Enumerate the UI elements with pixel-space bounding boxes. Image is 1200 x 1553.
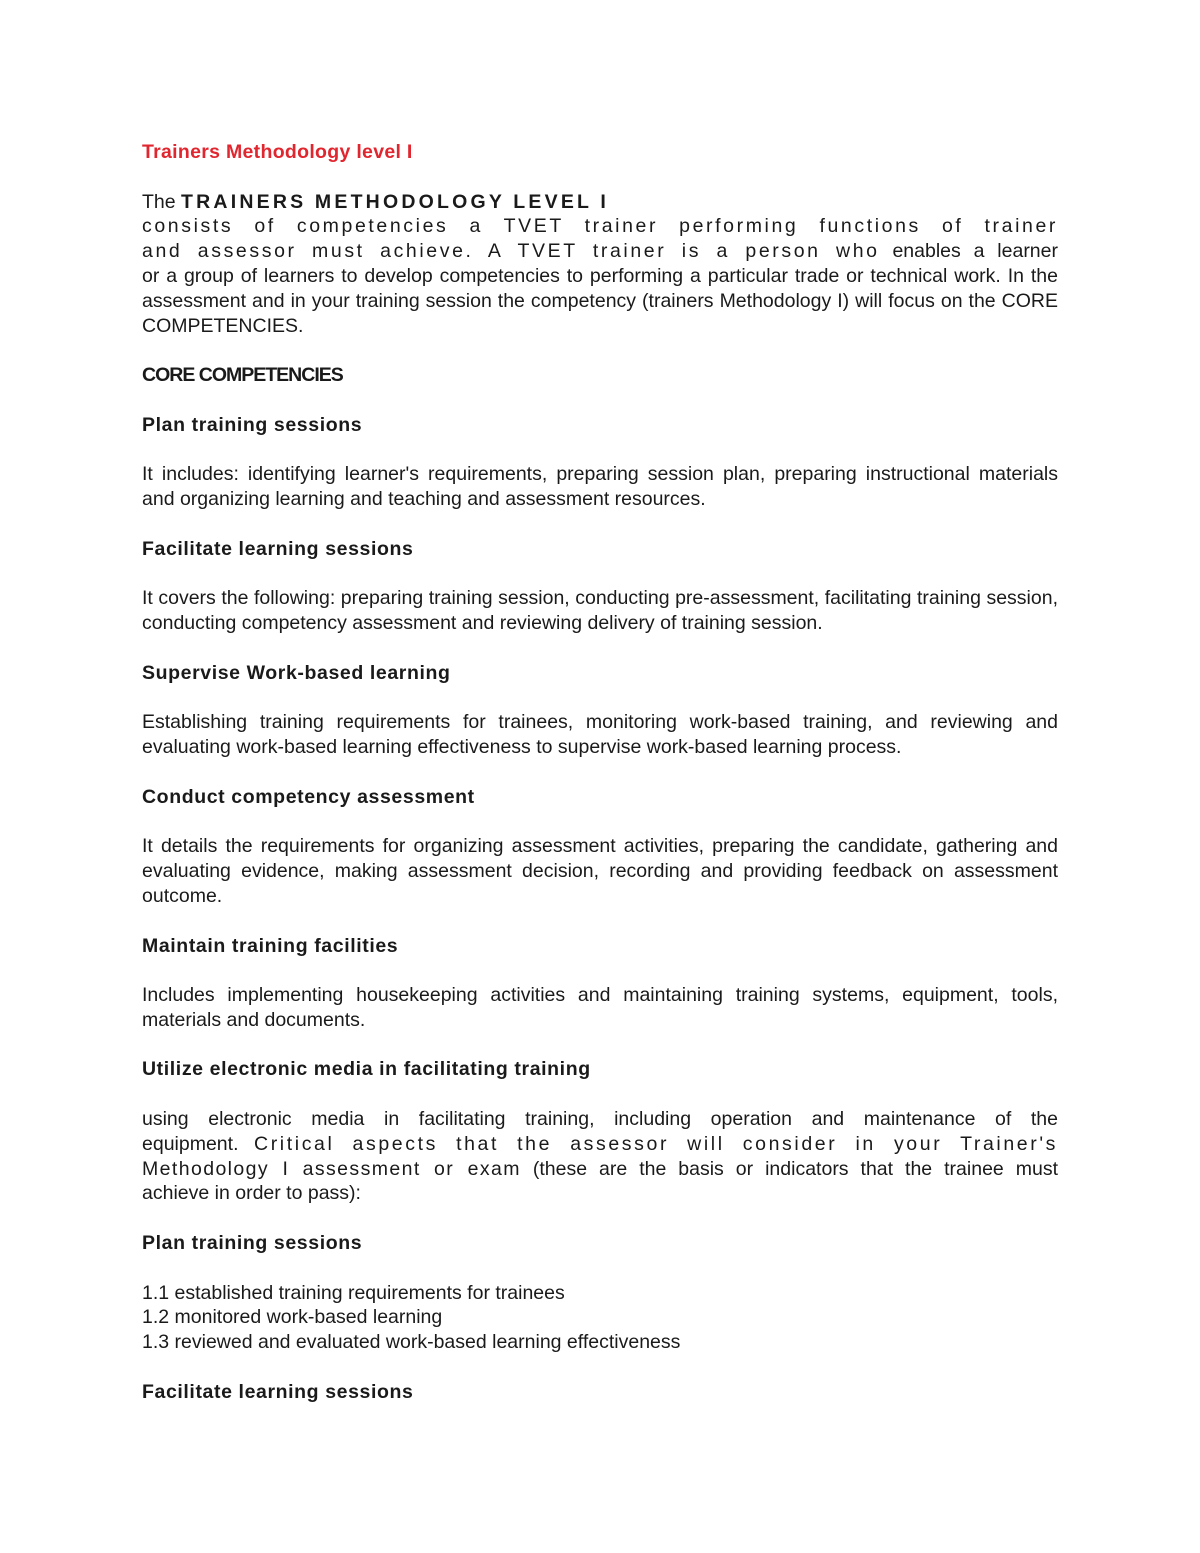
utilize-line-1: using electronic media in facilitating training, including operation and maintenance of the (142, 1108, 1058, 1131)
section-body: It details the requirements for organizing assessment activities, preparing the candidate, gathering and evaluating evidence, making assessment decision, recording and providing feedback on assessment outcome. (142, 835, 1058, 907)
section-heading: Facilitate learning sessions (142, 537, 414, 560)
intro-lead: The (142, 190, 182, 213)
intro-line-2: consists of competencies a TVET trainer performing functions of trainer (142, 215, 1058, 238)
list-item: 1.1 established training requirements for trainees (142, 1281, 565, 1304)
utilize-line-2 (142, 1132, 1058, 1157)
plan-criteria-list (142, 1281, 1058, 1355)
intro-paragraph (142, 214, 1058, 338)
utilize-line-2b: Critical aspects that the assessor will consider in your Trainer's (254, 1132, 1058, 1155)
utilize-heading: Utilize electronic media in facilitating training (142, 1058, 591, 1081)
utilize-line-3b: (these are the basis or indicators that the trainee must (520, 1157, 1058, 1180)
section-body: It includes: identifying learner's requirements, preparing session plan, preparing instructional materials and organizing learning and teaching and assessment resources. (142, 463, 1058, 511)
document-page (142, 140, 1058, 1429)
section-body: Establishing training requirements for trainees, monitoring work-based training, and reviewing and evaluating work-based learning effectiveness to supervise work-based learning process. (142, 711, 1058, 759)
utilize-line-3 (142, 1157, 1058, 1182)
list-item: 1.3 reviewed and evaluated work-based learning effectiveness (142, 1331, 681, 1354)
utilize-paragraph (142, 1107, 1058, 1206)
intro-line-3 (142, 239, 1058, 264)
section-heading: Plan training sessions (142, 413, 363, 436)
section-body: Includes implementing housekeeping activities and maintaining training systems, equipment, tools, materials and documents. (142, 984, 1058, 1031)
section-heading: Supervise Work-based learning (142, 661, 451, 684)
section-heading: Maintain training facilities (142, 934, 399, 957)
facilitate-heading-2: Facilitate learning sessions (142, 1380, 414, 1403)
intro-caps: TRAINERS METHODOLOGY LEVEL I (181, 190, 610, 213)
intro-line-3-spaced: and assessor must achieve. A TVET trainer is a person who (142, 240, 880, 263)
utilize-line-3a: Methodology I assessment or exam (142, 1157, 521, 1180)
intro-line (142, 190, 1058, 215)
section-body: It covers the following: preparing training session, conducting pre-assessment, facilitating training session, conducting competency assessment and reviewing delivery of training session. (142, 587, 1058, 635)
core-competencies-heading: CORE COMPETENCIES (142, 364, 343, 387)
plan-heading-2: Plan training sessions (142, 1232, 363, 1255)
list-item: 1.2 monitored work-based learning (142, 1306, 443, 1329)
utilize-line-4: achieve in order to pass): (142, 1182, 361, 1205)
section-heading: Conduct competency assessment (142, 785, 475, 808)
intro-rest: or a group of learners to develop competencies to performing a particular trade or technical work. In the assessment and in your training session the competency (trainers Methodology I) will focus on the CORE COMPETENCIES. (142, 264, 1058, 337)
utilize-line-2a: equipment. (142, 1132, 255, 1155)
intro-line-3-rest: enables a learner (879, 240, 1058, 263)
document-title: Trainers Methodology level I (142, 141, 413, 163)
